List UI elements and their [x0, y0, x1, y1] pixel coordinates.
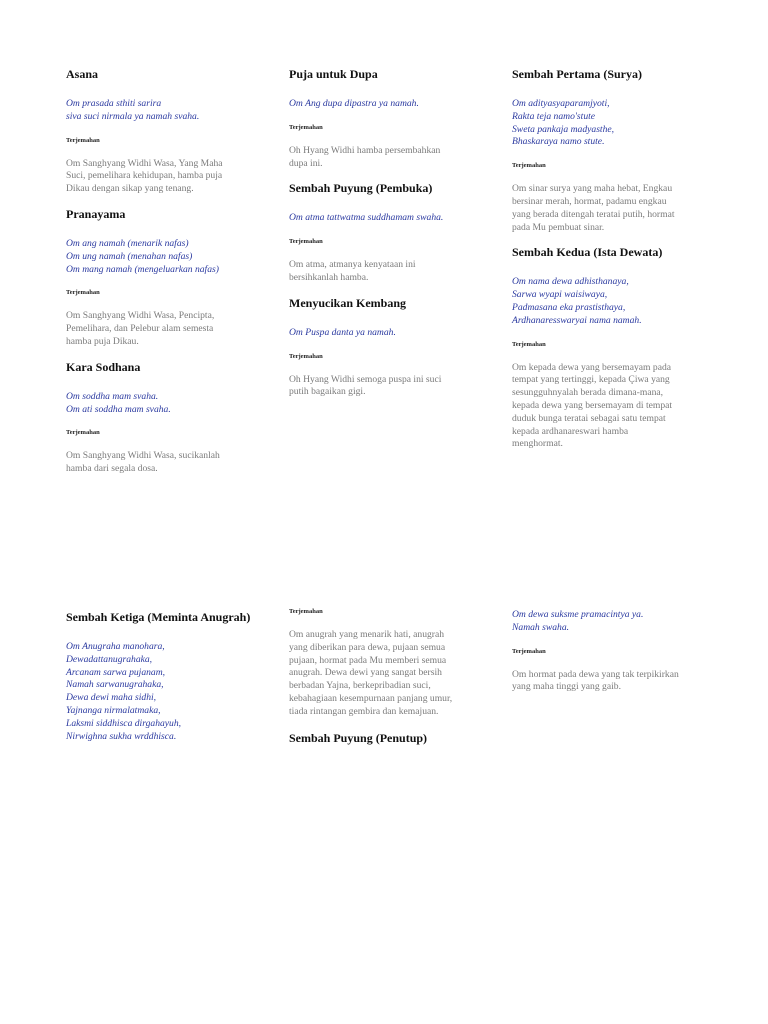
translation-label: Terjemahan	[289, 123, 323, 131]
translation-label: Terjemahan	[512, 340, 546, 348]
translation-text: Oh Hyang Widhi semoga puspa ini suci putih bagaikan gigi.	[289, 373, 442, 398]
translation-label: Terjemahan	[512, 647, 546, 655]
section-heading: Asana	[66, 67, 99, 81]
mantra-text: Om Ang dupa dipastra ya namah.	[289, 98, 419, 109]
mantra-text: Om nama dewa adhisthanaya, Sarwa wyapi waisiwaya, Padmasana eka prastisthaya, Ardhanaresswaryai nama namah.	[512, 276, 642, 326]
translation-text: Om anugrah yang menarik hati, anugrah yang diberikan para dewa, pujaan semua pujaan, hormat pada Mu memberi semua anugrah. Dewa dewi yang sangat bersih berbadan Yajna, berkepribadian suci, kebahagiaan kesempurnaan panjang umur, tiada rintangan gembira dan kemajuan.	[289, 629, 453, 717]
translation-text: Om Sanghyang Widhi Wasa, sucikanlah hamba dari segala dosa.	[66, 450, 220, 475]
translation-label: Terjemahan	[66, 289, 100, 297]
mantra-text: Om adityasyaparamjyoti, Rakta teja namo'stute Sweta pankaja madyasthe, Bhaskaraya namo stute.	[512, 98, 615, 148]
translation-text: Om hormat pada dewa yang tak terpikirkan yang maha tinggi yang gaib.	[512, 668, 679, 693]
translation-text: Om kepada dewa yang bersemayam pada tempat yang tertinggi, kepada Çiwa yang sesungguhnyalah berada dimana-mana, kepada dewa yang bersemayam di tempat duduk bunga teratai sebagai satu tempat kepada ardhanareswari hamba menghormat.	[512, 361, 673, 450]
translation-label: Terjemahan	[289, 238, 323, 246]
mantra-text: Om soddha mam svaha. Om ati soddha mam svaha.	[66, 390, 171, 415]
translation-label: Terjemahan	[66, 136, 100, 144]
mantra-text: Om Puspa danta ya namah.	[289, 326, 396, 338]
mantra-text: Om Anugraha manohara, Dewadattanugrahaka, Arcanam sarwa pujanam, Namah sarwanugrahaka, Dewa dewi maha sidhi, Yajnanga nirmalatmaka, Laksmi siddhisca dirgahayuh, Nirwighna sukha wrddhisca.	[66, 641, 182, 742]
translation-label: Terjemahan	[289, 352, 323, 360]
section-heading: Pranayama	[66, 206, 126, 221]
page2-column-2	[289, 608, 489, 762]
page1-column-3	[512, 67, 712, 462]
translation-label: Terjemahan	[512, 162, 546, 170]
section-heading: Puja untuk Dupa	[289, 67, 378, 81]
translation-text: Om Sanghyang Widhi Wasa, Pencipta, Pemelihara, dan Pelebur alam semesta hamba puja Dikau.	[66, 310, 215, 347]
page1-column-2	[289, 67, 489, 410]
section-heading: Sembah Pertama (Surya)	[512, 67, 642, 81]
translation-text: Om atma, atmanya kenyataan ini bersihkanlah hamba.	[289, 259, 416, 283]
translation-text: Om Sanghyang Widhi Wasa, Yang Maha Suci, pemelihara kehidupan, hamba puja Dikau dengan sikap yang tenang.	[66, 157, 223, 195]
section-heading: Sembah Kedua (Ista Dewata)	[512, 245, 663, 260]
translation-label: Terjemahan	[66, 429, 100, 437]
section-heading: Sembah Puyung (Penutup)	[289, 730, 428, 745]
page1-column-1	[66, 67, 266, 487]
section-heading: Sembah Puyung (Pembuka)	[289, 181, 433, 196]
mantra-text: Om dewa suksme pramacintya ya. Namah swaha.	[512, 609, 644, 633]
translation-label: Terjemahan	[289, 608, 323, 615]
mantra-text: Om atma tattwatma suddhamam swaha.	[289, 212, 444, 224]
section-heading: Sembah Ketiga (Meminta Anugrah)	[66, 610, 251, 624]
section-heading: Kara Sodhana	[66, 359, 141, 374]
translation-text: Om sinar surya yang maha hebat, Engkau bersinar merah, hormat, padamu engkau yang berada ditengah teratai putih, hormat pada Mu pembuat sinar.	[512, 183, 675, 233]
mantra-text: Om ang namah (menarik nafas) Om ung namah (menahan nafas) Om mang namah (mengeluarkan nafas)	[66, 237, 219, 275]
page2-column-3	[512, 609, 712, 705]
mantra-text: Om prasada sthiti sarira siva suci nirmala ya namah svaha.	[66, 98, 200, 122]
page2-column-1	[66, 610, 276, 756]
translation-text: Oh Hyang Widhi hamba persembahkan dupa ini.	[289, 144, 441, 169]
section-heading: Menyucikan Kembang	[289, 295, 407, 310]
